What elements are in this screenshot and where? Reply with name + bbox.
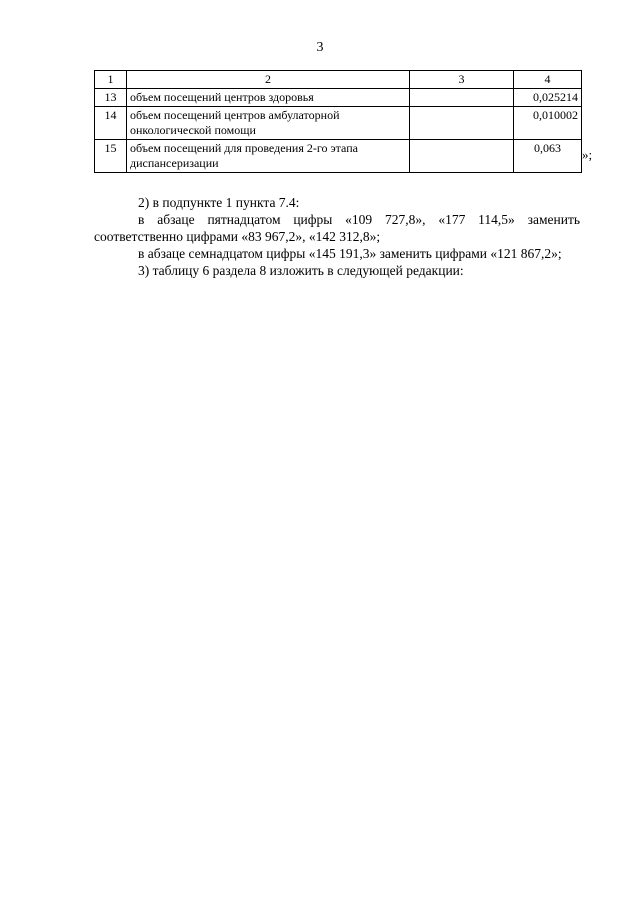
row-col3 [410, 89, 514, 107]
row-value: 0,010002 [514, 107, 582, 140]
row-number: 13 [95, 89, 127, 107]
item2-heading: 2) в подпункте 1 пункта 7.4: [138, 195, 300, 210]
paragraph-2: в абзаце семнадцатом цифры «145 191,3» заменить цифрами «121 867,2»; [138, 246, 562, 261]
row-col3 [410, 107, 514, 140]
table-row [95, 107, 582, 140]
indicators-table [94, 70, 582, 173]
table-closing-quote: »; [582, 147, 593, 162]
header-cell: 3 [410, 71, 514, 89]
row-name: объем посещений центров здоровья [127, 89, 410, 107]
row-value: 0,063 [514, 140, 582, 173]
paragraph-1-line-1: в абзаце пятнадцатом цифры «109 727,8», «177 114,5» заменить [138, 212, 580, 227]
item3: 3) таблицу 6 раздела 8 изложить в следующей редакции: [138, 263, 464, 278]
header-cell: 1 [95, 71, 127, 89]
row-name: объем посещений центров амбулаторной онкологической помощи [127, 107, 410, 140]
table-row [95, 89, 582, 107]
row-value: 0,025214 [514, 89, 582, 107]
row-col3 [410, 140, 514, 173]
row-number: 15 [95, 140, 127, 173]
row-number: 14 [95, 107, 127, 140]
page-number: 3 [316, 40, 324, 55]
paragraph-1-line-2: соответственно цифрами «83 967,2», «142 312,8»; [94, 229, 381, 244]
row-name: объем посещений для проведения 2-го этапа диспансеризации [127, 140, 410, 173]
header-cell: 4 [514, 71, 582, 89]
header-cell: 2 [127, 71, 410, 89]
table-row [95, 140, 582, 173]
table-header-row [95, 71, 582, 89]
